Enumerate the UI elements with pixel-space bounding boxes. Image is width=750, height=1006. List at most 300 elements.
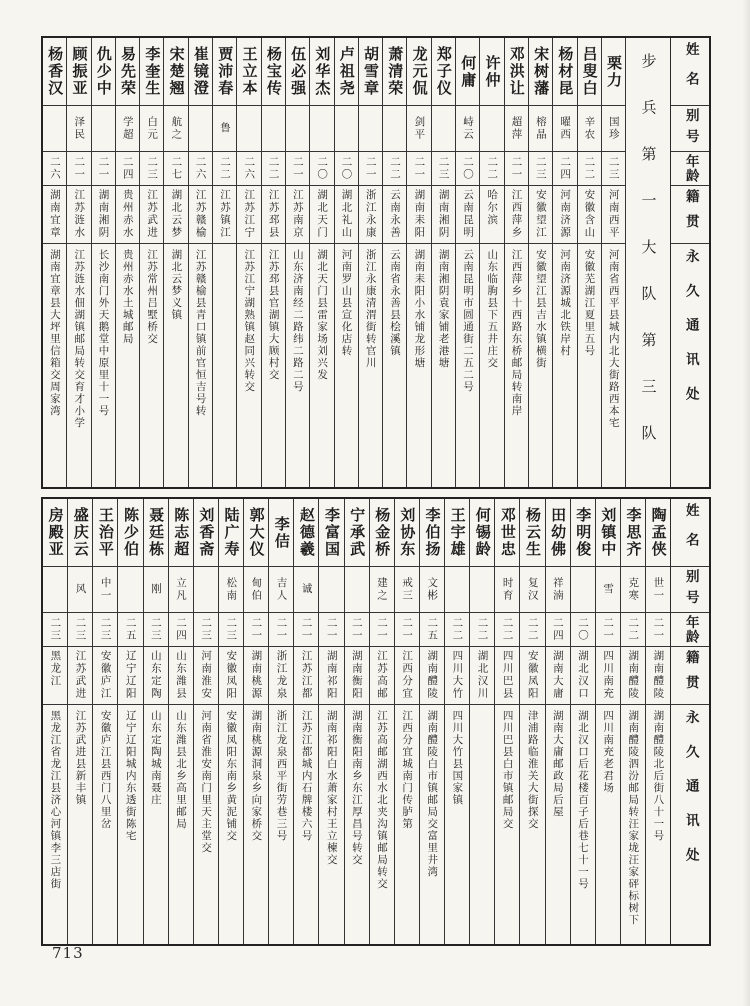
person-alias xyxy=(319,567,343,613)
roster-table-top xyxy=(41,36,711,489)
person-native-place: 安徽望江 xyxy=(529,186,552,244)
person-name: 宋楚翘 xyxy=(164,38,187,106)
unit-title: 步兵第一大队第三队 xyxy=(639,53,658,472)
person-alias: 立凡 xyxy=(169,567,193,613)
person-age: 二六 xyxy=(237,152,260,186)
header-address-cell xyxy=(671,244,709,487)
person-age: 二三 xyxy=(529,152,552,186)
person-alias xyxy=(92,106,115,152)
person-name: 萧清荣 xyxy=(383,38,406,106)
person-name: 李奎生 xyxy=(140,38,163,106)
header-name-label: 姓名 xyxy=(682,41,699,102)
person-age: 二二 xyxy=(445,613,469,647)
person-native-place: 浙江永康 xyxy=(359,186,382,244)
person-alias xyxy=(43,567,67,613)
person-address: 山东定陶城南聂庄 xyxy=(149,710,162,806)
person-address: 河南省西平县城内北大街路西本宅 xyxy=(607,249,620,429)
person-alias: 泽民 xyxy=(67,106,90,152)
header-address-cell xyxy=(671,705,709,944)
person-native-place: 安徽庐江 xyxy=(93,647,117,705)
person-address: 江苏涟水佃湖镇邮局转交育才小学 xyxy=(73,249,86,429)
person-address: 黑龙江省龙江县济心河镇李三店街 xyxy=(49,710,62,890)
person-name: 仇少中 xyxy=(92,38,115,106)
person-column xyxy=(394,499,419,944)
person-address: 湖南宜章县大坪里信箱交周家湾 xyxy=(48,249,61,417)
person-age: 二一 xyxy=(319,613,343,647)
person-alias: 诚 xyxy=(294,567,318,613)
person-native-place: 山东定陶 xyxy=(144,647,168,705)
person-age: 二二 xyxy=(621,613,645,647)
person-column xyxy=(455,38,479,487)
person-alias: 榕晶 xyxy=(529,106,552,152)
person-native-place: 江苏武进 xyxy=(140,186,163,244)
person-name: 田幼佛 xyxy=(546,499,570,567)
scan-edge-shadow xyxy=(742,0,750,1006)
person-name: 李思齐 xyxy=(621,499,645,567)
person-address: 湖南醴陵泗汾邮局转汪家垅汪家砰标树下 xyxy=(627,710,640,926)
person-native-place: 江苏武进 xyxy=(68,647,92,705)
person-native-place: 湖南衡阳 xyxy=(345,647,369,705)
person-age: 二二 xyxy=(262,152,285,186)
person-column xyxy=(601,38,625,487)
person-alias: 祥湳 xyxy=(546,567,570,613)
header-alias-label: 别号 xyxy=(682,107,699,150)
person-column xyxy=(419,499,444,944)
person-age: 二三 xyxy=(43,613,67,647)
person-name: 李明俊 xyxy=(571,499,595,567)
person-name: 贾沛春 xyxy=(213,38,236,106)
person-native-place: 河南济源 xyxy=(553,186,576,244)
person-address xyxy=(213,244,236,487)
person-column xyxy=(92,499,117,944)
header-alias-label: 别号 xyxy=(682,568,699,611)
person-alias xyxy=(445,567,469,613)
person-column xyxy=(143,499,168,944)
person-address: 湖北云梦义镇 xyxy=(170,249,183,321)
person-column xyxy=(528,38,552,487)
person-age: 二一 xyxy=(395,613,419,647)
person-age: 二三 xyxy=(602,152,625,186)
person-column xyxy=(188,38,212,487)
person-column xyxy=(645,499,670,944)
person-alias: 甸伯 xyxy=(244,567,268,613)
person-native-place: 湖南宜章 xyxy=(43,186,66,244)
person-age: 二四 xyxy=(169,613,193,647)
person-address: 湖南醴陵北后街八十一号 xyxy=(652,710,665,842)
person-age: 二一 xyxy=(67,152,90,186)
person-address: 山东临朐县下五井庄交 xyxy=(486,249,499,369)
person-name: 王立本 xyxy=(237,38,260,106)
person-alias xyxy=(262,106,285,152)
person-native-place: 湖南大庸 xyxy=(546,647,570,705)
person-native-place: 湖北汉川 xyxy=(470,647,494,705)
person-address: 贵州赤水土城邮局 xyxy=(121,249,134,345)
person-name: 伍必强 xyxy=(286,38,309,106)
person-native-place: 江苏江宁 xyxy=(237,186,260,244)
person-alias: 松南 xyxy=(219,567,243,613)
person-age: 二一 xyxy=(244,613,268,647)
person-alias xyxy=(189,106,212,152)
person-name: 何庸 xyxy=(456,38,479,106)
person-native-place: 河南淮安 xyxy=(194,647,218,705)
person-native-place: 江苏赣榆 xyxy=(189,186,212,244)
person-alias xyxy=(194,567,218,613)
person-native-place: 四川大竹 xyxy=(445,647,469,705)
person-column xyxy=(293,499,318,944)
person-address: 湖南湘阴袁家铺老港塘 xyxy=(437,249,450,369)
people-columns-top xyxy=(43,38,625,487)
person-address: 湖北汉口后花楼百子后巷七十一号 xyxy=(576,710,589,890)
person-name: 李富国 xyxy=(319,499,343,567)
person-column xyxy=(67,499,92,944)
person-native-place: 江苏镇江 xyxy=(213,186,236,244)
person-native-place: 湖南醴陵 xyxy=(420,647,444,705)
person-name: 胡雪章 xyxy=(359,38,382,106)
person-alias: 文彬 xyxy=(420,567,444,613)
person-address: 安徽芜湖江夏里五号 xyxy=(583,249,596,357)
person-alias xyxy=(432,106,455,152)
person-column xyxy=(236,38,260,487)
person-age: 二三 xyxy=(194,613,218,647)
header-age-cell xyxy=(671,613,709,647)
person-native-place: 江苏涟水 xyxy=(67,186,90,244)
header-age-label: 年龄 xyxy=(682,153,699,184)
person-alias: 吉人 xyxy=(269,567,293,613)
person-native-place: 江苏江都 xyxy=(294,647,318,705)
person-age: 二二 xyxy=(495,613,519,647)
person-age: 二一 xyxy=(92,152,115,186)
person-column xyxy=(285,38,309,487)
person-alias: 曜西 xyxy=(553,106,576,152)
person-name: 刘镇中 xyxy=(596,499,620,567)
person-name: 易先荣 xyxy=(116,38,139,106)
person-alias: 超萍 xyxy=(505,106,528,152)
person-column xyxy=(595,499,620,944)
person-name: 盛庆云 xyxy=(68,499,92,567)
page-number: 713 xyxy=(52,944,84,962)
person-native-place: 浙江龙泉 xyxy=(269,647,293,705)
person-alias xyxy=(118,567,142,613)
person-name: 许仲 xyxy=(480,38,503,106)
person-age: 二〇 xyxy=(571,613,595,647)
person-address: 河南省淮安南门里天主堂交 xyxy=(200,710,213,854)
header-address-label: 永久通讯处 xyxy=(682,710,699,883)
person-address: 湖南大庸邮政局后屋 xyxy=(551,710,564,818)
header-native-label: 籍贯 xyxy=(682,650,699,700)
person-age: 二三 xyxy=(68,613,92,647)
person-native-place: 江西萍乡 xyxy=(505,186,528,244)
person-age: 二三 xyxy=(144,613,168,647)
person-address xyxy=(470,705,494,944)
person-column xyxy=(43,499,67,944)
person-column xyxy=(268,499,293,944)
person-name: 何锡龄 xyxy=(470,499,494,567)
header-column-bottom xyxy=(670,499,709,944)
person-name: 邓洪让 xyxy=(505,38,528,106)
header-age-label: 年龄 xyxy=(682,614,699,645)
person-alias: 鲁 xyxy=(213,106,236,152)
person-name: 杨宝传 xyxy=(262,38,285,106)
person-address: 江苏江都城内石牌楼六号 xyxy=(300,710,313,842)
person-address: 安徽庐江县西门八里岔 xyxy=(99,710,112,830)
person-alias xyxy=(470,567,494,613)
person-address: 辽宁辽阳城内东透街陈宅 xyxy=(124,710,137,842)
person-age: 二三 xyxy=(140,152,163,186)
person-address: 江苏邳县官湖镇大顾村交 xyxy=(267,249,280,381)
person-age: 二一 xyxy=(286,152,309,186)
person-native-place: 江西分宜 xyxy=(395,647,419,705)
person-alias: 时育 xyxy=(495,567,519,613)
person-column xyxy=(431,38,455,487)
person-column xyxy=(494,499,519,944)
person-age: 二二 xyxy=(578,152,601,186)
person-name: 杨云生 xyxy=(520,499,544,567)
person-age: 二二 xyxy=(470,613,494,647)
person-age: 二四 xyxy=(553,152,576,186)
person-column xyxy=(406,38,430,487)
person-native-place: 辽宁辽阳 xyxy=(118,647,142,705)
person-column xyxy=(115,38,139,487)
person-alias: 风 xyxy=(68,567,92,613)
person-name: 龙元侃 xyxy=(407,38,430,106)
person-name: 杨材昆 xyxy=(553,38,576,106)
person-name: 卢祖尧 xyxy=(335,38,358,106)
person-address: 江苏江宁湖熟镇赵同兴转交 xyxy=(243,249,256,393)
person-column xyxy=(261,38,285,487)
person-column xyxy=(163,38,187,487)
person-age: 二〇 xyxy=(335,152,358,186)
unit-title-column xyxy=(625,38,670,487)
person-native-place: 云南永善 xyxy=(383,186,406,244)
person-name: 吕叟白 xyxy=(578,38,601,106)
person-address: 湖南桃源洞泉乡向家桥交 xyxy=(250,710,263,842)
person-native-place: 江苏南京 xyxy=(286,186,309,244)
person-column xyxy=(369,499,394,944)
person-column xyxy=(570,499,595,944)
person-alias xyxy=(571,567,595,613)
header-alias-cell xyxy=(671,567,709,613)
person-address: 四川巴县白市镇邮局交 xyxy=(501,710,514,830)
person-age: 二二 xyxy=(480,152,503,186)
person-alias: 世一 xyxy=(646,567,670,613)
person-age: 二一 xyxy=(370,613,394,647)
person-address: 江苏高邮湖西水北夹沟镇邮局转交 xyxy=(375,710,388,890)
person-alias xyxy=(345,567,369,613)
person-age: 二六 xyxy=(43,152,66,186)
person-name: 陆广寿 xyxy=(219,499,243,567)
person-age: 二一 xyxy=(407,152,430,186)
person-column xyxy=(469,499,494,944)
person-alias: 克寒 xyxy=(621,567,645,613)
person-name: 顾振亚 xyxy=(67,38,90,106)
person-column xyxy=(504,38,528,487)
person-address: 河南济源城北铁岸村 xyxy=(559,249,572,357)
person-name: 房殿亚 xyxy=(43,499,67,567)
person-name: 李伯扬 xyxy=(420,499,444,567)
person-name: 王治平 xyxy=(93,499,117,567)
person-column xyxy=(334,38,358,487)
person-address: 湖北天门县雷家场刘兴发 xyxy=(316,249,329,381)
person-age: 二六 xyxy=(189,152,212,186)
person-alias: 国珍 xyxy=(602,106,625,152)
person-address: 江苏常州吕墅桥交 xyxy=(146,249,159,345)
person-address: 安徽望江县吉水镇横街 xyxy=(534,249,547,369)
person-alias: 雪 xyxy=(596,567,620,613)
person-alias xyxy=(237,106,260,152)
person-native-place: 湖南湘阴 xyxy=(92,186,115,244)
person-native-place: 安徽含山 xyxy=(578,186,601,244)
person-name: 刘香斋 xyxy=(194,499,218,567)
person-address: 云南省永善县桧溪镇 xyxy=(389,249,402,357)
person-alias: 戒三 xyxy=(395,567,419,613)
person-alias: 剑平 xyxy=(407,106,430,152)
roster-table-bottom xyxy=(41,497,711,946)
person-alias xyxy=(383,106,406,152)
person-address: 江苏武进县新丰镇 xyxy=(74,710,87,806)
person-age: 二三 xyxy=(432,152,455,186)
person-native-place: 湖北汉口 xyxy=(571,647,595,705)
person-alias: 建之 xyxy=(370,567,394,613)
person-name: 刘华杰 xyxy=(310,38,333,106)
person-native-place: 湖南桃源 xyxy=(244,647,268,705)
person-column xyxy=(43,38,66,487)
person-name: 郭大仪 xyxy=(244,499,268,567)
person-column xyxy=(168,499,193,944)
person-column xyxy=(344,499,369,944)
person-name: 陶孟侠 xyxy=(646,499,670,567)
person-address: 浙江永康清渭街转官川 xyxy=(364,249,377,369)
person-age: 二〇 xyxy=(310,152,333,186)
people-columns-bottom xyxy=(43,499,670,944)
person-address: 湖南醴陵白市镇邮局交富里井湾 xyxy=(426,710,439,878)
person-column xyxy=(243,499,268,944)
person-age: 二五 xyxy=(420,613,444,647)
person-column xyxy=(382,38,406,487)
person-column xyxy=(318,499,343,944)
person-alias xyxy=(480,106,503,152)
person-name: 聂廷栋 xyxy=(144,499,168,567)
person-address: 湖南祁阳白水萧家村王立楝交 xyxy=(325,710,338,866)
person-native-place: 湖南醴陵 xyxy=(621,647,645,705)
person-alias: 刚 xyxy=(144,567,168,613)
person-name: 崔镜澄 xyxy=(189,38,212,106)
person-column xyxy=(552,38,576,487)
person-age: 二一 xyxy=(359,152,382,186)
person-name: 王宇雄 xyxy=(445,499,469,567)
person-native-place: 四川南充 xyxy=(596,647,620,705)
person-age: 二一 xyxy=(596,613,620,647)
person-address: 四川大竹县国家镇 xyxy=(451,710,464,806)
person-native-place: 山东潍县 xyxy=(169,647,193,705)
person-native-place: 黑龙江 xyxy=(43,647,67,705)
person-column xyxy=(358,38,382,487)
person-address: 湖南衡阳南乡东江厚昌号转交 xyxy=(350,710,363,866)
person-alias: 学超 xyxy=(116,106,139,152)
person-address: 长沙南门外天鹅堂中原里十一号 xyxy=(97,249,110,417)
person-age: 二一 xyxy=(269,613,293,647)
person-name: 栗力 xyxy=(602,38,625,106)
person-name: 陈少伯 xyxy=(118,499,142,567)
person-age: 二五 xyxy=(118,613,142,647)
person-name: 刘协东 xyxy=(395,499,419,567)
person-name: 宁承武 xyxy=(345,499,369,567)
person-native-place: 湖北天门 xyxy=(310,186,333,244)
person-column xyxy=(117,499,142,944)
person-native-place: 湖南耒阳 xyxy=(407,186,430,244)
person-alias xyxy=(310,106,333,152)
person-alias xyxy=(359,106,382,152)
person-age: 二四 xyxy=(116,152,139,186)
person-age: 二二 xyxy=(520,613,544,647)
person-alias: 航之 xyxy=(164,106,187,152)
person-native-place: 贵州赤水 xyxy=(116,186,139,244)
person-address: 江西分宜城南门传胪第 xyxy=(401,710,414,830)
person-name: 郑子仪 xyxy=(432,38,455,106)
person-native-place: 湖南祁阳 xyxy=(319,647,343,705)
person-name: 杨香汉 xyxy=(43,38,66,106)
header-native-cell xyxy=(671,647,709,705)
header-name-cell xyxy=(671,499,709,567)
person-native-place: 湖南湘阴 xyxy=(432,186,455,244)
person-age: 二三 xyxy=(93,613,117,647)
person-address: 河南罗山县宣化店转 xyxy=(340,249,353,357)
person-address: 山东济南经二路纬二路二号 xyxy=(291,249,304,393)
person-alias: 辛农 xyxy=(578,106,601,152)
person-alias: 峙云 xyxy=(456,106,479,152)
person-column xyxy=(218,499,243,944)
header-alias-cell xyxy=(671,106,709,152)
header-address-label: 永久通讯处 xyxy=(682,249,699,422)
person-native-place: 湖南醴陵 xyxy=(646,647,670,705)
header-column-top xyxy=(670,38,709,487)
person-age: 二三 xyxy=(219,613,243,647)
person-age: 二〇 xyxy=(456,152,479,186)
person-native-place: 安徽凤阳 xyxy=(520,647,544,705)
person-column xyxy=(139,38,163,487)
person-native-place: 湖北云梦 xyxy=(164,186,187,244)
person-column xyxy=(444,499,469,944)
person-alias xyxy=(286,106,309,152)
header-native-cell xyxy=(671,186,709,244)
person-age: 二四 xyxy=(546,613,570,647)
person-column xyxy=(66,38,90,487)
person-column xyxy=(212,38,236,487)
person-age: 二一 xyxy=(345,613,369,647)
person-alias: 复汉 xyxy=(520,567,544,613)
person-native-place: 哈尔滨 xyxy=(480,186,503,244)
person-column xyxy=(545,499,570,944)
person-native-place: 云南昆明 xyxy=(456,186,479,244)
header-age-cell xyxy=(671,152,709,186)
person-name: 李佶 xyxy=(269,499,293,567)
person-alias xyxy=(335,106,358,152)
person-age: 二二 xyxy=(213,152,236,186)
header-native-label: 籍贯 xyxy=(682,189,699,239)
person-address: 云南昆明市圆通街二五二号 xyxy=(461,249,474,393)
person-address: 津浦路临淮关大街探交 xyxy=(526,710,539,830)
header-name-label: 姓名 xyxy=(682,502,699,563)
person-age: 二七 xyxy=(164,152,187,186)
person-address: 安徽凤阳东南乡黄泥铺交 xyxy=(225,710,238,842)
person-age: 二一 xyxy=(646,613,670,647)
person-native-place: 河南西平 xyxy=(602,186,625,244)
person-alias xyxy=(43,106,66,152)
person-age: 二一 xyxy=(505,152,528,186)
person-address: 山东潍县北乡高里邮局 xyxy=(174,710,187,830)
person-column xyxy=(479,38,503,487)
person-address: 江西萍乡十西路东桥邮局转南岸 xyxy=(510,249,523,417)
person-column xyxy=(620,499,645,944)
